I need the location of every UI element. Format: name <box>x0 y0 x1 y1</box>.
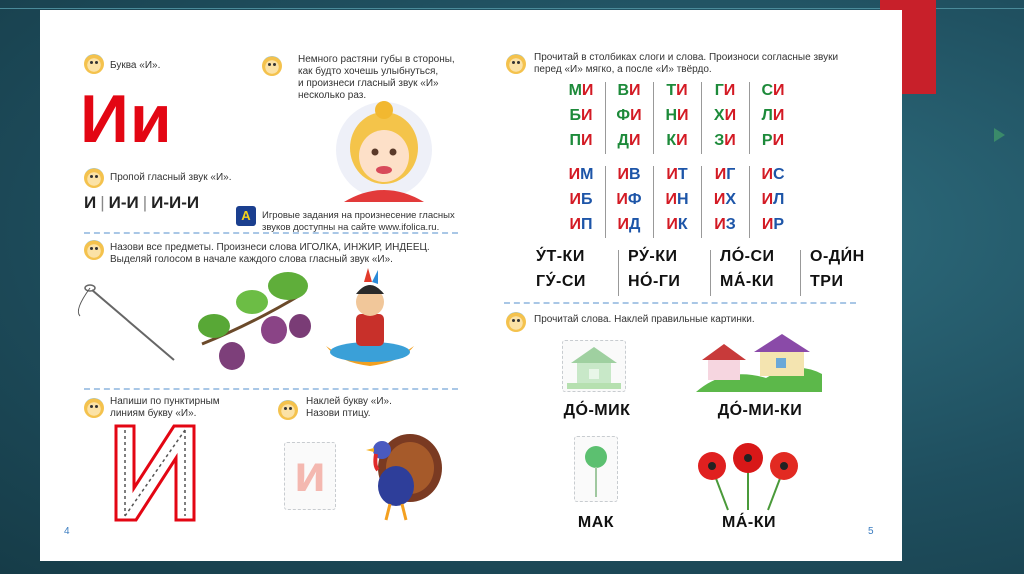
syllable: ВИ <box>617 82 641 99</box>
house-sticker-slot[interactable] <box>562 340 626 392</box>
syllable-column <box>608 78 650 153</box>
syllable: ИЛ <box>761 191 785 208</box>
syllable: НИ <box>665 107 689 124</box>
syllable: ИС <box>761 166 785 183</box>
syllable-column <box>560 162 602 237</box>
sticker-letter: и <box>294 445 326 503</box>
slide-top-line <box>0 8 1024 9</box>
page-number-right: 5 <box>868 526 874 537</box>
word: НО́-ГИ <box>628 273 681 290</box>
needle-illustration <box>70 280 180 366</box>
word-maki: МА́-КИ <box>722 514 776 531</box>
syllable: ИГ <box>714 166 736 183</box>
syllable-column <box>752 78 794 153</box>
word: ГУ́-СИ <box>536 273 586 290</box>
syllable: ИД <box>617 216 641 233</box>
instruction-write: Напиши по пунктирным линиям букву «И». <box>110 396 220 419</box>
word-separator <box>800 250 801 296</box>
word-domiki: ДО́-МИ-КИ <box>717 402 803 419</box>
page-number-left: 4 <box>64 526 70 537</box>
syllable: ИМ <box>568 166 594 183</box>
column-separator <box>605 82 606 154</box>
word: МА́-КИ <box>720 273 774 290</box>
syllable: ИР <box>761 216 785 233</box>
word-domik: ДО́-МИК <box>563 402 631 419</box>
syllable: ЗИ <box>714 132 736 149</box>
syllable: ФИ <box>616 107 642 124</box>
syllable: ХИ <box>713 107 737 124</box>
open-syllables-grid <box>560 78 790 158</box>
syllable-column <box>608 162 650 237</box>
syllable-column <box>704 162 746 237</box>
word: ЛО́-СИ <box>720 248 775 265</box>
owl-icon <box>506 54 526 74</box>
girl-illustration <box>324 98 448 204</box>
instruction-letter: Буква «И». <box>110 60 161 71</box>
slide-arrow-icon <box>994 128 1005 142</box>
syllable: ИВ <box>617 166 641 183</box>
big-letter: Ии <box>80 81 173 157</box>
syllable: ДИ <box>617 132 641 149</box>
indian-boy-illustration <box>322 266 418 376</box>
column-separator <box>653 82 654 154</box>
owl-icon <box>262 56 282 76</box>
column-separator <box>749 166 750 238</box>
owl-icon <box>84 240 104 260</box>
column-separator <box>701 82 702 154</box>
word: У́Т-КИ <box>536 248 585 265</box>
instruction-sticker-letter: Наклей букву «И». Назови птицу. <box>306 396 392 419</box>
owl-icon <box>84 54 104 74</box>
syllable: КИ <box>666 132 688 149</box>
section-divider <box>504 302 856 304</box>
column-separator <box>749 82 750 154</box>
words-table <box>536 248 866 298</box>
word: ТРИ <box>810 273 844 290</box>
section-divider <box>84 388 458 390</box>
syllable-column <box>560 78 602 153</box>
column-separator <box>605 166 606 238</box>
word-mak: МАК <box>577 514 615 531</box>
syllable: ИЗ <box>714 216 736 233</box>
syllable-column <box>656 162 698 237</box>
syllable: МИ <box>568 82 594 99</box>
instruction-read-syllables: Прочитай в столбиках слоги и слова. Произноси согласные звуки перед «И» мягко, а после «И» твёрдо. <box>534 52 839 75</box>
instruction-name-objects: Назови все предметы. Произнеси слова ИГОЛКА, ИНЖИР, ИНДЕЕЦ. Выделяй голосом в начале каждого слова гласный звук «И». <box>110 242 430 265</box>
syllable: СИ <box>761 82 785 99</box>
publisher-logo-icon: А <box>236 206 256 226</box>
fig-branch-illustration <box>192 264 312 376</box>
word: О-ДИ́Н <box>810 248 865 265</box>
poppy-sticker-slot[interactable] <box>574 436 618 502</box>
word-separator <box>710 250 711 296</box>
games-note: Игровые задания на произнесение гласных звуков доступны на сайте www.ifolica.ru. <box>262 210 455 233</box>
syllable: РИ <box>761 132 785 149</box>
instruction-read-words: Прочитай слова. Наклей правильные картинки. <box>534 314 755 325</box>
poppy-icon <box>575 437 617 501</box>
instruction-lips: Немного растяни губы в стороны, как будто хочешь улыбнуться, и произнеси гласный звук «И» несколько раз. <box>298 54 455 101</box>
syllable: ИК <box>666 216 688 233</box>
section-divider <box>84 232 458 234</box>
syllable-column <box>752 162 794 237</box>
poppies-illustration <box>692 440 806 512</box>
syllable: ИН <box>665 191 689 208</box>
houses-illustration <box>696 330 822 392</box>
owl-icon <box>506 312 526 332</box>
syllable: ИБ <box>569 191 593 208</box>
syllable: ПИ <box>569 132 593 149</box>
vowel-sequence: И | И-И | И-И-И <box>84 193 200 212</box>
instruction-sing: Пропой гласный звук «И». <box>110 172 232 183</box>
syllable: ТИ <box>666 82 688 99</box>
syllable: ЛИ <box>761 107 785 124</box>
closed-syllables-grid <box>560 162 790 242</box>
syllable-column <box>656 78 698 153</box>
column-separator <box>653 166 654 238</box>
syllable-column <box>704 78 746 153</box>
owl-icon <box>84 398 104 418</box>
house-icon <box>563 341 625 391</box>
syllable: ИТ <box>666 166 688 183</box>
syllable: БИ <box>569 107 593 124</box>
column-separator <box>701 166 702 238</box>
letter-tracing-template[interactable] <box>112 422 202 524</box>
owl-icon <box>278 400 298 420</box>
letter-sticker-slot[interactable] <box>284 442 336 510</box>
word-separator <box>618 250 619 296</box>
syllable: ГИ <box>714 82 736 99</box>
word: РУ́-КИ <box>628 248 678 265</box>
owl-icon <box>84 168 104 188</box>
syllable: ИФ <box>616 191 642 208</box>
book-spread <box>40 10 902 561</box>
syllable: ИП <box>569 216 593 233</box>
turkey-illustration <box>356 424 444 524</box>
syllable: ИХ <box>713 191 737 208</box>
